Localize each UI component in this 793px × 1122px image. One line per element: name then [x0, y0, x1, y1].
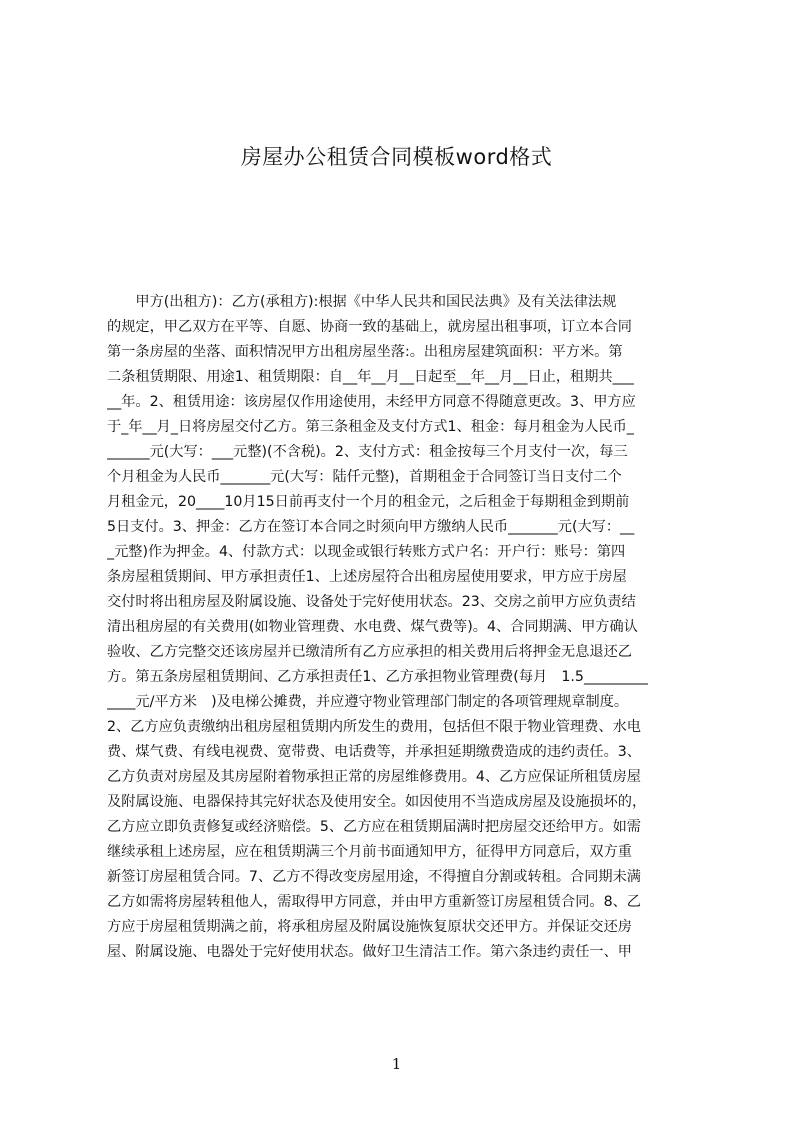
- body-line: 方。第五条房屋租赁期间、乙方承担责任1、乙方承担物业管理费(每月 1.5_________: [107, 669, 648, 685]
- page-number: 1: [391, 1055, 402, 1073]
- body-line: 屋、附属设施、电器处于完好使用状态。做好卫生清洁工作。第六条违约责任一、甲: [107, 944, 632, 960]
- body-line: 新签订房屋租赁合同。7、乙方不得改变房屋用途，不得擅自分割或转租。合同期未满: [107, 869, 641, 885]
- body-line: 继续承租上述房屋，应在租赁期满三个月前书面通知甲方，征得甲方同意后，双方重: [107, 844, 632, 860]
- body-line: 乙方如需将房屋转租他人，需取得甲方同意，并由甲方重新签订房屋租赁合同。8、乙: [107, 894, 641, 910]
- body-line: 个月租金为人民币_______元(大写：陆仟元整)，首期租金于合同签订当日支付二个: [107, 469, 622, 485]
- body-line: 第一条房屋的坐落、面积情况甲方出租房屋坐落:。出租房屋建筑面积：平方米。第: [107, 344, 623, 360]
- body-line: ______元(大写：___元整)(不含税)。2、支付方式：租金按每三个月支付一次，每三: [107, 444, 628, 460]
- contract-body: [107, 290, 697, 965]
- body-line: 甲方(出租方)：乙方(承租方):根据《中华人民共和国民法典》及有关法律法规: [107, 294, 617, 310]
- body-line: 于_年__月_日将房屋交付乙方。第三条租金及支付方式1、租金：每月租金为人民币_: [107, 419, 634, 435]
- body-line: _元整)作为押金。4、付款方式：以现金或银行转账方式户名：开户行：账号：第四: [107, 544, 626, 560]
- body-line: 交付时将出租房屋及附属设施、设备处于完好使用状态。23、交房之前甲方应负责结: [107, 594, 636, 610]
- body-line: ____元/平方米 )及电梯公摊费，并应遵守物业管理部门制定的各项管理规章制度。: [107, 694, 629, 710]
- body-line: 验收、乙方完整交还该房屋并已缴清所有乙方应承担的相关费用后将押金无息退还乙: [107, 644, 632, 660]
- body-line: 费、煤气费、有线电视费、宽带费、电话费等，并承担延期缴费造成的违约责任。3、: [107, 744, 641, 760]
- body-line: 2、乙方应负责缴纳出租房屋租赁期内所发生的费用，包括但不限于物业管理费、水电: [107, 719, 641, 735]
- body-line: 5日支付。3、押金：乙方在签订本合同之时须向甲方缴纳人民币_______元(大写：__: [107, 519, 635, 535]
- document-title: 房屋办公租赁合同模板word格式: [240, 145, 553, 169]
- body-line: 及附属设施、电器保持其完好状态及使用安全。如因使用不当造成房屋及设施损坏的，: [107, 794, 647, 810]
- body-line: 方应于房屋租赁期满之前，将承租房屋及附属设施恢复原状交还甲方。并保证交还房: [107, 919, 632, 935]
- body-line: __年。2、租赁用途：该房屋仅作用途使用，未经甲方同意不得随意更改。3、甲方应: [107, 394, 636, 410]
- body-line: 乙方应立即负责修复或经济赔偿。5、乙方应在租赁期届满时把房屋交还给甲方。如需: [107, 819, 641, 835]
- body-line: 的规定，甲乙双方在平等、自愿、协商一致的基础上，就房屋出租事项，订立本合同: [107, 319, 632, 335]
- body-line: 乙方负责对房屋及其房屋附着物承担正常的房屋维修费用。4、乙方应保证所租赁房屋: [107, 769, 641, 785]
- body-line: 月租金元，20____10月15日前再支付一个月的租金元，之后租金于每期租金到期前: [107, 494, 630, 510]
- body-line: 清出租房屋的有关费用(如物业管理费、水电费、煤气费等)。4、合同期满、甲方确认: [107, 619, 638, 635]
- body-line: 条房屋租赁期间、甲方承担责任1、上述房屋符合出租房屋使用要求，甲方应于房屋: [107, 569, 627, 585]
- body-line: 二条租赁期限、用途1、租赁期限：自__年__月__日起至__年__月__日止，租期共___: [107, 369, 634, 385]
